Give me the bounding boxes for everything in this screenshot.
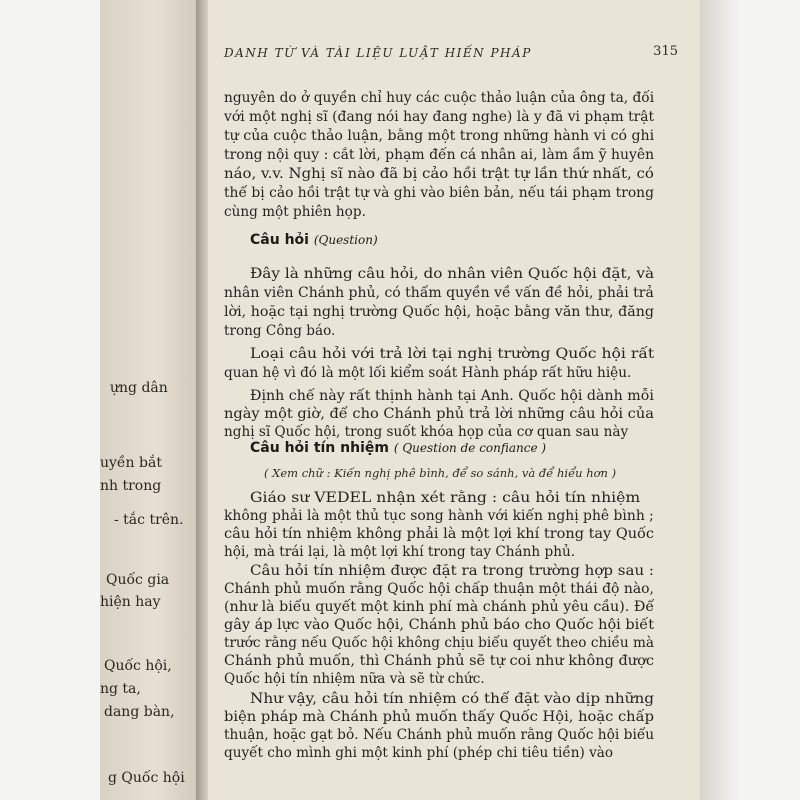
paragraph-line: nhân viên Chánh phủ, có thẩm quyền về vấn đề hỏi, phải trả <box>224 285 654 301</box>
left-page-fragment: - tắc trên. <box>114 512 184 528</box>
paragraph-line: biện pháp mà Chánh phủ muốn thấy Quốc Hội, hoặc chấp <box>224 709 654 725</box>
paragraph-line: Đây là những câu hỏi, do nhân viên Quốc hội đặt, và <box>250 266 655 282</box>
heading-cau-hoi-tin-nhiem-text: Câu hỏi tín nhiệm <box>250 440 389 456</box>
paragraph-line: Giáo sư VEDEL nhận xét rằng : câu hỏi tín nhiệm <box>250 490 641 506</box>
intro-line: thể bị cảo hồi trật tự và ghi vào biên bản, nếu tái phạm trong <box>224 185 654 201</box>
page-number: 315 <box>653 44 678 59</box>
intro-line: với một nghị sĩ (đang nói hay đang nghe) là y đã vi phạm trật <box>224 109 655 125</box>
intro-line: cùng một phiên họp. <box>224 204 366 220</box>
left-page-fragment: nh trong <box>100 478 162 494</box>
paragraph-line: trước rằng nếu Quốc hội không chịu biểu quyết theo chiều mà <box>224 635 655 651</box>
paragraph-line: câu hỏi tín nhiệm không phải là một lợi khí trong tay Quốc <box>224 526 655 542</box>
left-page-fragment: g Quốc hội <box>108 770 185 786</box>
left-page-fragment: Quốc hội, <box>104 658 172 674</box>
intro-line: nguyên do ở quyền chỉ huy các cuộc thảo luận của ông ta, đối <box>224 90 655 106</box>
paragraph-line: Câu hỏi tín nhiệm được đặt ra trong trường hợp sau : <box>250 563 654 579</box>
left-page-fragment: ng ta, <box>100 681 141 697</box>
paragraph-line: lời, hoặc tại nghị trường Quốc hội, hoặc bằng văn thư, đăng <box>224 304 654 320</box>
paragraph-line: Định chế này rất thịnh hành tại Anh. Quốc hội dành mỗi <box>250 388 654 404</box>
page-edge-shadow <box>700 0 800 800</box>
paragraph-line: Quốc hội tín nhiệm nữa và sẽ từ chức. <box>224 671 485 687</box>
cross-reference-note: ( Xem chữ : Kiến nghị phê bình, để so sánh, và để hiểu hơn ) <box>264 466 617 480</box>
paragraph-line: thuận, hoặc gạt bỏ. Nếu Chánh phủ muốn rằng Quốc hội biểu <box>224 727 655 743</box>
heading-cau-hoi-tin-nhiem <box>250 440 546 456</box>
paragraph-line: gây áp lực vào Quốc hội, Chánh phủ báo cho Quốc hội biết <box>224 617 655 633</box>
paragraph-line: Như vậy, câu hỏi tín nhiệm có thể đặt vào dịp những <box>250 691 655 707</box>
left-page-fragment: dang bàn, <box>104 704 175 720</box>
paragraph-line: trong Công báo. <box>224 323 336 339</box>
heading-cau-hoi-text: Câu hỏi <box>250 232 309 248</box>
paragraph-line: hội, mà trái lại, là một lợi khí trong tay Chánh phủ. <box>224 544 576 560</box>
paragraph-line: quan hệ vì đó là một lối kiểm soát Hành pháp rất hữu hiệu. <box>224 365 632 381</box>
left-page-fragment: Quốc gia <box>106 572 170 588</box>
running-head: DANH TỪ VÀ TÀI LIỆU LUẬT HIẾN PHÁP <box>224 46 532 60</box>
paragraph-line: (như là biểu quyết một kinh phí mà chánh phủ yêu cầu). Để <box>224 599 655 615</box>
intro-line: tự của cuộc thảo luận, bằng một trong những hành vi có ghi <box>224 128 655 144</box>
heading-cau-hoi-tin-nhiem-subtitle: ( Question de confiance ) <box>393 441 547 455</box>
left-page-fragment: uyền bắt <box>100 455 162 471</box>
heading-cau-hoi-subtitle: (Question) <box>313 233 378 247</box>
paragraph-line: Loại câu hỏi với trả lời tại nghị trường Quốc hội rất <box>250 346 655 362</box>
intro-line: náo, v.v. Nghị sĩ nào đã bị cảo hồi trật tự lần thứ nhất, có <box>224 166 654 182</box>
paragraph-line: Chánh phủ muốn rằng Quốc hội chấp thuận một thái độ nào, <box>224 581 655 597</box>
paragraph-line: nghị sĩ Quốc hội, trong suốt khóa họp của cơ quan sau này <box>224 424 629 440</box>
paragraph-line: không phải là một thủ tục song hành với kiến nghị phê bình ; <box>224 508 654 524</box>
left-page <box>100 0 202 800</box>
right-page <box>208 0 700 800</box>
intro-line: trong nội quy : cắt lời, phạm đến cá nhân ai, làm ầm ỹ huyên <box>224 147 655 163</box>
paragraph-line: quyết cho mình ghi một kinh phí (phép chi tiêu tiền) vào <box>224 745 614 761</box>
paragraph-line: Chánh phủ muốn, thì Chánh phủ sẽ tự coi như không được <box>224 653 655 669</box>
paragraph-line: ngày một giờ, để cho Chánh phủ trả lời những câu hỏi của <box>224 406 654 422</box>
left-page-fragment: hiện hay <box>100 594 161 610</box>
heading-cau-hoi <box>250 232 378 248</box>
left-page-fragment: ựng dân <box>110 380 168 396</box>
